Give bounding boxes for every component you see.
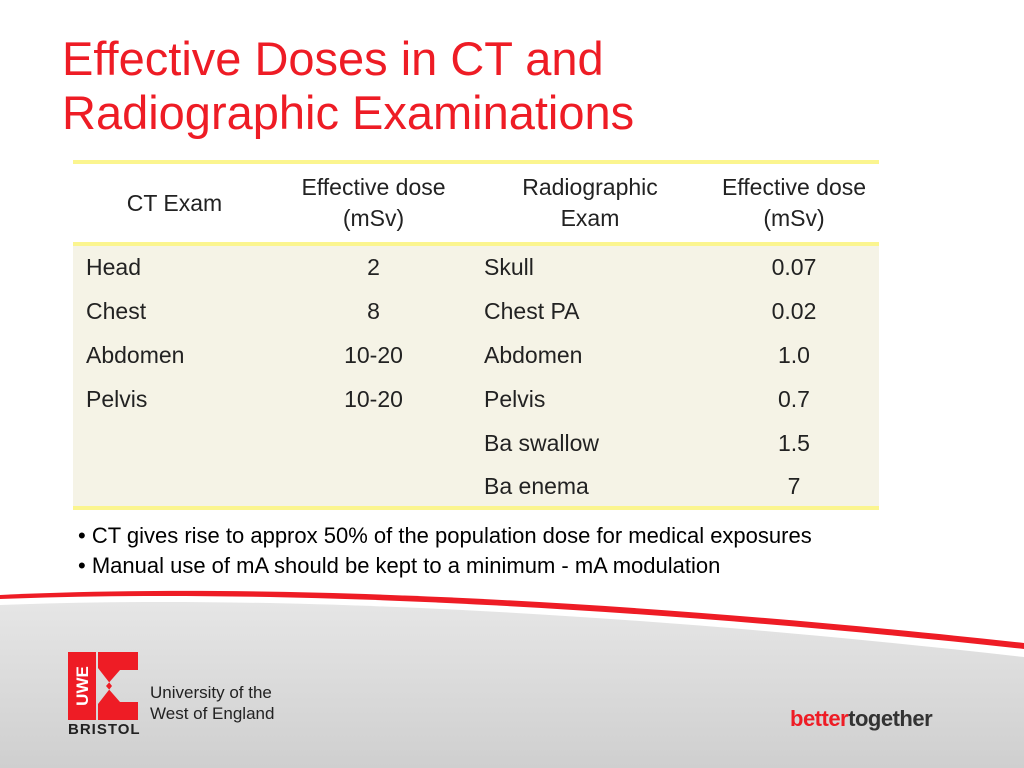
header-radio-exam-line-1: Radiographic xyxy=(522,174,658,200)
cell-ct-exam: Pelvis xyxy=(86,385,148,412)
cell-radio-dose: 1.5 xyxy=(778,429,810,456)
university-name-line-2: West of England xyxy=(150,704,275,723)
slide-title xyxy=(62,32,962,140)
header-ct-dose-line-1: Effective dose xyxy=(301,174,446,200)
cell-radio-dose: 7 xyxy=(787,473,801,500)
uwe-logo-mark xyxy=(68,652,140,720)
dose-table xyxy=(73,164,879,509)
table-row xyxy=(73,465,879,509)
header-ct-dose xyxy=(276,164,471,244)
header-radio-dose-line-2: (mSv) xyxy=(763,205,825,231)
cell-radio-exam: Chest PA xyxy=(484,298,580,325)
table-header-row xyxy=(73,164,879,244)
cell-radio-exam: Ba enema xyxy=(484,473,589,500)
cell-ct-exam: Head xyxy=(86,254,141,281)
cell-ct-exam xyxy=(73,421,276,465)
cell-ct-dose: 10-20 xyxy=(344,341,403,368)
cell-radio-dose: 0.7 xyxy=(778,385,810,412)
cell-radio-exam: Pelvis xyxy=(484,385,546,412)
table-row xyxy=(73,421,879,465)
university-name-line-1: University of the xyxy=(150,683,272,702)
cell-ct-dose: 10-20 xyxy=(344,385,403,412)
footer-swoosh-background xyxy=(0,585,1024,768)
table-row xyxy=(73,377,879,421)
cell-radio-dose: 0.07 xyxy=(771,254,817,281)
cell-ct-exam xyxy=(73,465,276,509)
bullet-item: • CT gives rise to approx 50% of the population dose for medical exposures xyxy=(78,523,812,548)
header-ct-exam: CT Exam xyxy=(73,164,276,244)
cell-ct-exam: Abdomen xyxy=(86,341,185,368)
header-ct-dose-line-2: (mSv) xyxy=(342,205,405,231)
cell-radio-exam: Skull xyxy=(484,254,534,281)
uwe-logo xyxy=(68,652,140,725)
tagline-better: better xyxy=(790,706,849,731)
bullet-item: • Manual use of mA should be kept to a minimum - mA modulation xyxy=(78,553,721,578)
bristol-label: BRISTOL xyxy=(68,721,141,738)
cell-radio-dose: 1.0 xyxy=(778,341,810,368)
header-radio-dose-line-1: Effective dose xyxy=(721,174,867,200)
header-radio-exam xyxy=(471,164,709,244)
header-radio-dose xyxy=(709,164,879,244)
better-together-tagline xyxy=(790,706,932,732)
svg-text:UWE: UWE xyxy=(73,666,92,706)
cell-ct-dose: 2 xyxy=(367,254,380,281)
header-radio-exam-line-2: Exam xyxy=(560,205,620,231)
cell-ct-dose xyxy=(276,421,471,465)
tagline-together: together xyxy=(848,706,933,731)
cell-radio-dose: 0.02 xyxy=(771,298,817,325)
slide-title-line-1: Effective Doses in CT and xyxy=(62,32,604,85)
university-name xyxy=(150,682,274,724)
cell-ct-dose xyxy=(276,465,471,509)
table-row xyxy=(73,334,879,378)
bullet-list xyxy=(78,521,978,581)
table-row xyxy=(73,244,879,290)
table-row xyxy=(73,290,879,334)
cell-radio-exam: Abdomen xyxy=(484,341,583,368)
dose-table-container xyxy=(73,160,879,510)
cell-ct-dose: 8 xyxy=(367,298,380,325)
slide-title-line-2: Radiographic Examinations xyxy=(62,86,635,139)
cell-radio-exam: Ba swallow xyxy=(484,429,600,456)
cell-ct-exam: Chest xyxy=(86,298,147,325)
